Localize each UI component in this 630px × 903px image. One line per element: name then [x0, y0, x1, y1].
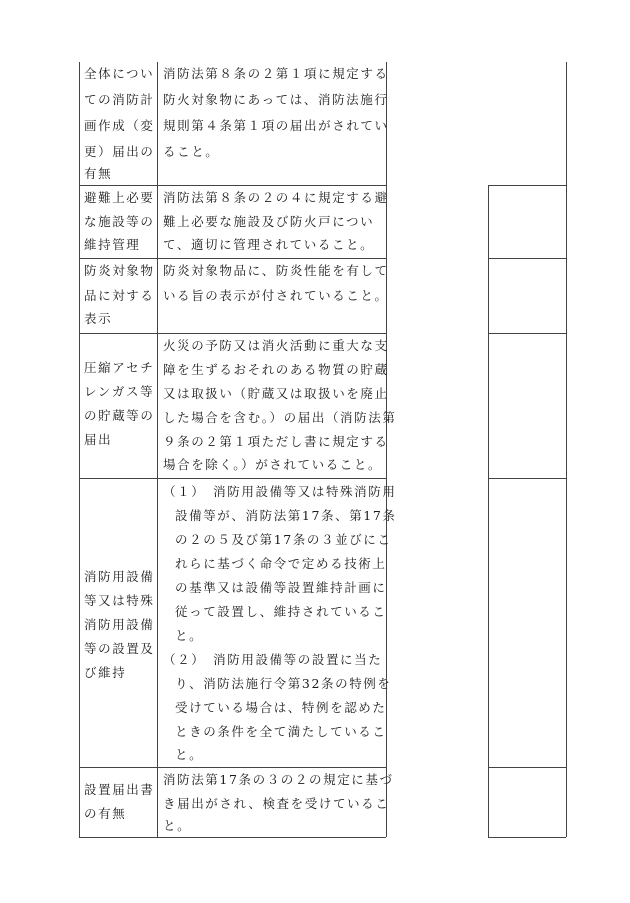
- row-4-desc-line-1: 火災の予防又は消火活動に重大な支: [163, 338, 389, 353]
- result-border-bottom: [488, 837, 566, 838]
- row-1-desc-line-2: 防火対象物にあっては、消防法施行: [163, 92, 389, 107]
- row-4-label-line-1: 圧縮アセチ: [84, 360, 155, 375]
- table-border-left: [79, 62, 80, 837]
- row-5-label-line-5: び維持: [84, 665, 127, 680]
- row-5-desc-line-3: の２の５及び第17条の３並びにこ: [175, 532, 392, 547]
- row-4-label-line-4: 届出: [84, 432, 113, 447]
- row-5-desc-line-5: の基準又は設備等設置維持計画に: [175, 580, 387, 595]
- row-6-desc-line-1: 消防法第17条の３の２の規定に基づ: [163, 772, 394, 787]
- row-4-label-line-3: の貯蔵等の: [84, 408, 155, 423]
- result-column-right: [566, 62, 567, 837]
- row-6-desc-line-2: き届出がされ、検査を受けているこ: [163, 796, 390, 811]
- row-4-desc-line-3: 又は取扱い（貯蔵又は取扱いを廃止: [163, 386, 389, 401]
- result-row-divider-5: [488, 767, 566, 768]
- row-5-desc-line-8: （２） 消防用設備等の設置に当た: [163, 652, 383, 667]
- row-2-desc-line-1: 消防法第８条の２の４に規定する避: [163, 190, 389, 205]
- row-4-desc-line-2: 障を生ずるおそれのある物質の貯蔵: [163, 362, 389, 377]
- row-1-desc-line-1: 消防法第８条の２第１項に規定する: [163, 66, 389, 81]
- row-5-desc-line-4: れらに基づく命令で定める技術上: [175, 556, 387, 571]
- row-divider-4: [79, 478, 386, 479]
- row-2-label-line-2: な施設等の: [84, 214, 155, 229]
- result-row-divider-1: [488, 185, 566, 186]
- row-5-desc-line-2: 設備等が、消防法第17条、第17条: [175, 508, 397, 523]
- row-5-label-line-1: 消防用設備: [84, 569, 155, 584]
- row-3-desc-line-2: いる旨の表示が付されていること。: [163, 288, 389, 303]
- row-5-desc-line-7: と。: [175, 628, 204, 643]
- row-4-desc-line-5: ９条の２第１項ただし書に規定する: [163, 434, 389, 449]
- row-1-desc-line-4: ること。: [163, 144, 220, 159]
- row-1-label-line-2: ての消防計: [84, 92, 155, 107]
- row-4-label-line-2: レンガス等: [84, 384, 155, 399]
- row-5-desc-line-10: 受けている場合は、特例を認めた: [175, 700, 387, 715]
- row-5-desc-line-11: ときの条件を全て満たしているこ: [175, 724, 387, 739]
- result-row-divider-4: [488, 478, 566, 479]
- row-1-desc-line-3: 規則第４条第１項の届出がされてい: [163, 118, 389, 133]
- row-6-label-line-1: 設置届出書: [84, 782, 155, 797]
- row-5-desc-line-9: り、消防法施行令第32条の特例を: [175, 676, 392, 691]
- row-3-label-line-3: 表示: [84, 311, 113, 326]
- result-column-left: [488, 185, 489, 837]
- row-5-desc-line-1: （１） 消防用設備等又は特殊消防用: [163, 484, 397, 499]
- column-divider-label: [157, 62, 158, 837]
- result-row-divider-3: [488, 333, 566, 334]
- row-2-desc-line-3: て、適切に管理されていること。: [163, 237, 375, 252]
- row-4-desc-line-6: 場合を除く。）がされていること。: [163, 457, 383, 472]
- row-1-label-line-3: 画作成（変: [84, 118, 155, 133]
- row-5-label-line-3: 消防用設備: [84, 617, 155, 632]
- row-6-desc-line-3: と。: [163, 818, 192, 833]
- row-2-label-line-3: 維持管理: [84, 237, 141, 252]
- row-2-label-line-1: 避難上必要: [84, 190, 155, 205]
- row-5-desc-line-12: と。: [175, 747, 204, 762]
- row-1-label-line-4: 更）届出の: [84, 144, 155, 159]
- result-row-divider-2: [488, 258, 566, 259]
- row-5-desc-line-6: 従って設置し、維持されているこ: [175, 604, 387, 619]
- row-1-label-line-1: 全体につい: [84, 66, 155, 81]
- row-3-label-line-1: 防炎対象物: [84, 263, 155, 278]
- row-5-label-line-2: 等又は特殊: [84, 593, 155, 608]
- row-2-desc-line-2: 難上必要な施設及び防火戸につい: [163, 214, 375, 229]
- row-6-label-line-2: の有無: [84, 806, 127, 821]
- row-4-desc-line-4: した場合を含む。）の届出（消防法第: [163, 410, 397, 425]
- row-3-label-line-2: 品に対する: [84, 288, 155, 303]
- row-1-label-line-5: 有無: [84, 166, 113, 181]
- row-5-label-line-4: 等の設置及: [84, 641, 155, 656]
- row-3-desc-line-1: 防炎対象物品に、防炎性能を有して: [163, 263, 389, 278]
